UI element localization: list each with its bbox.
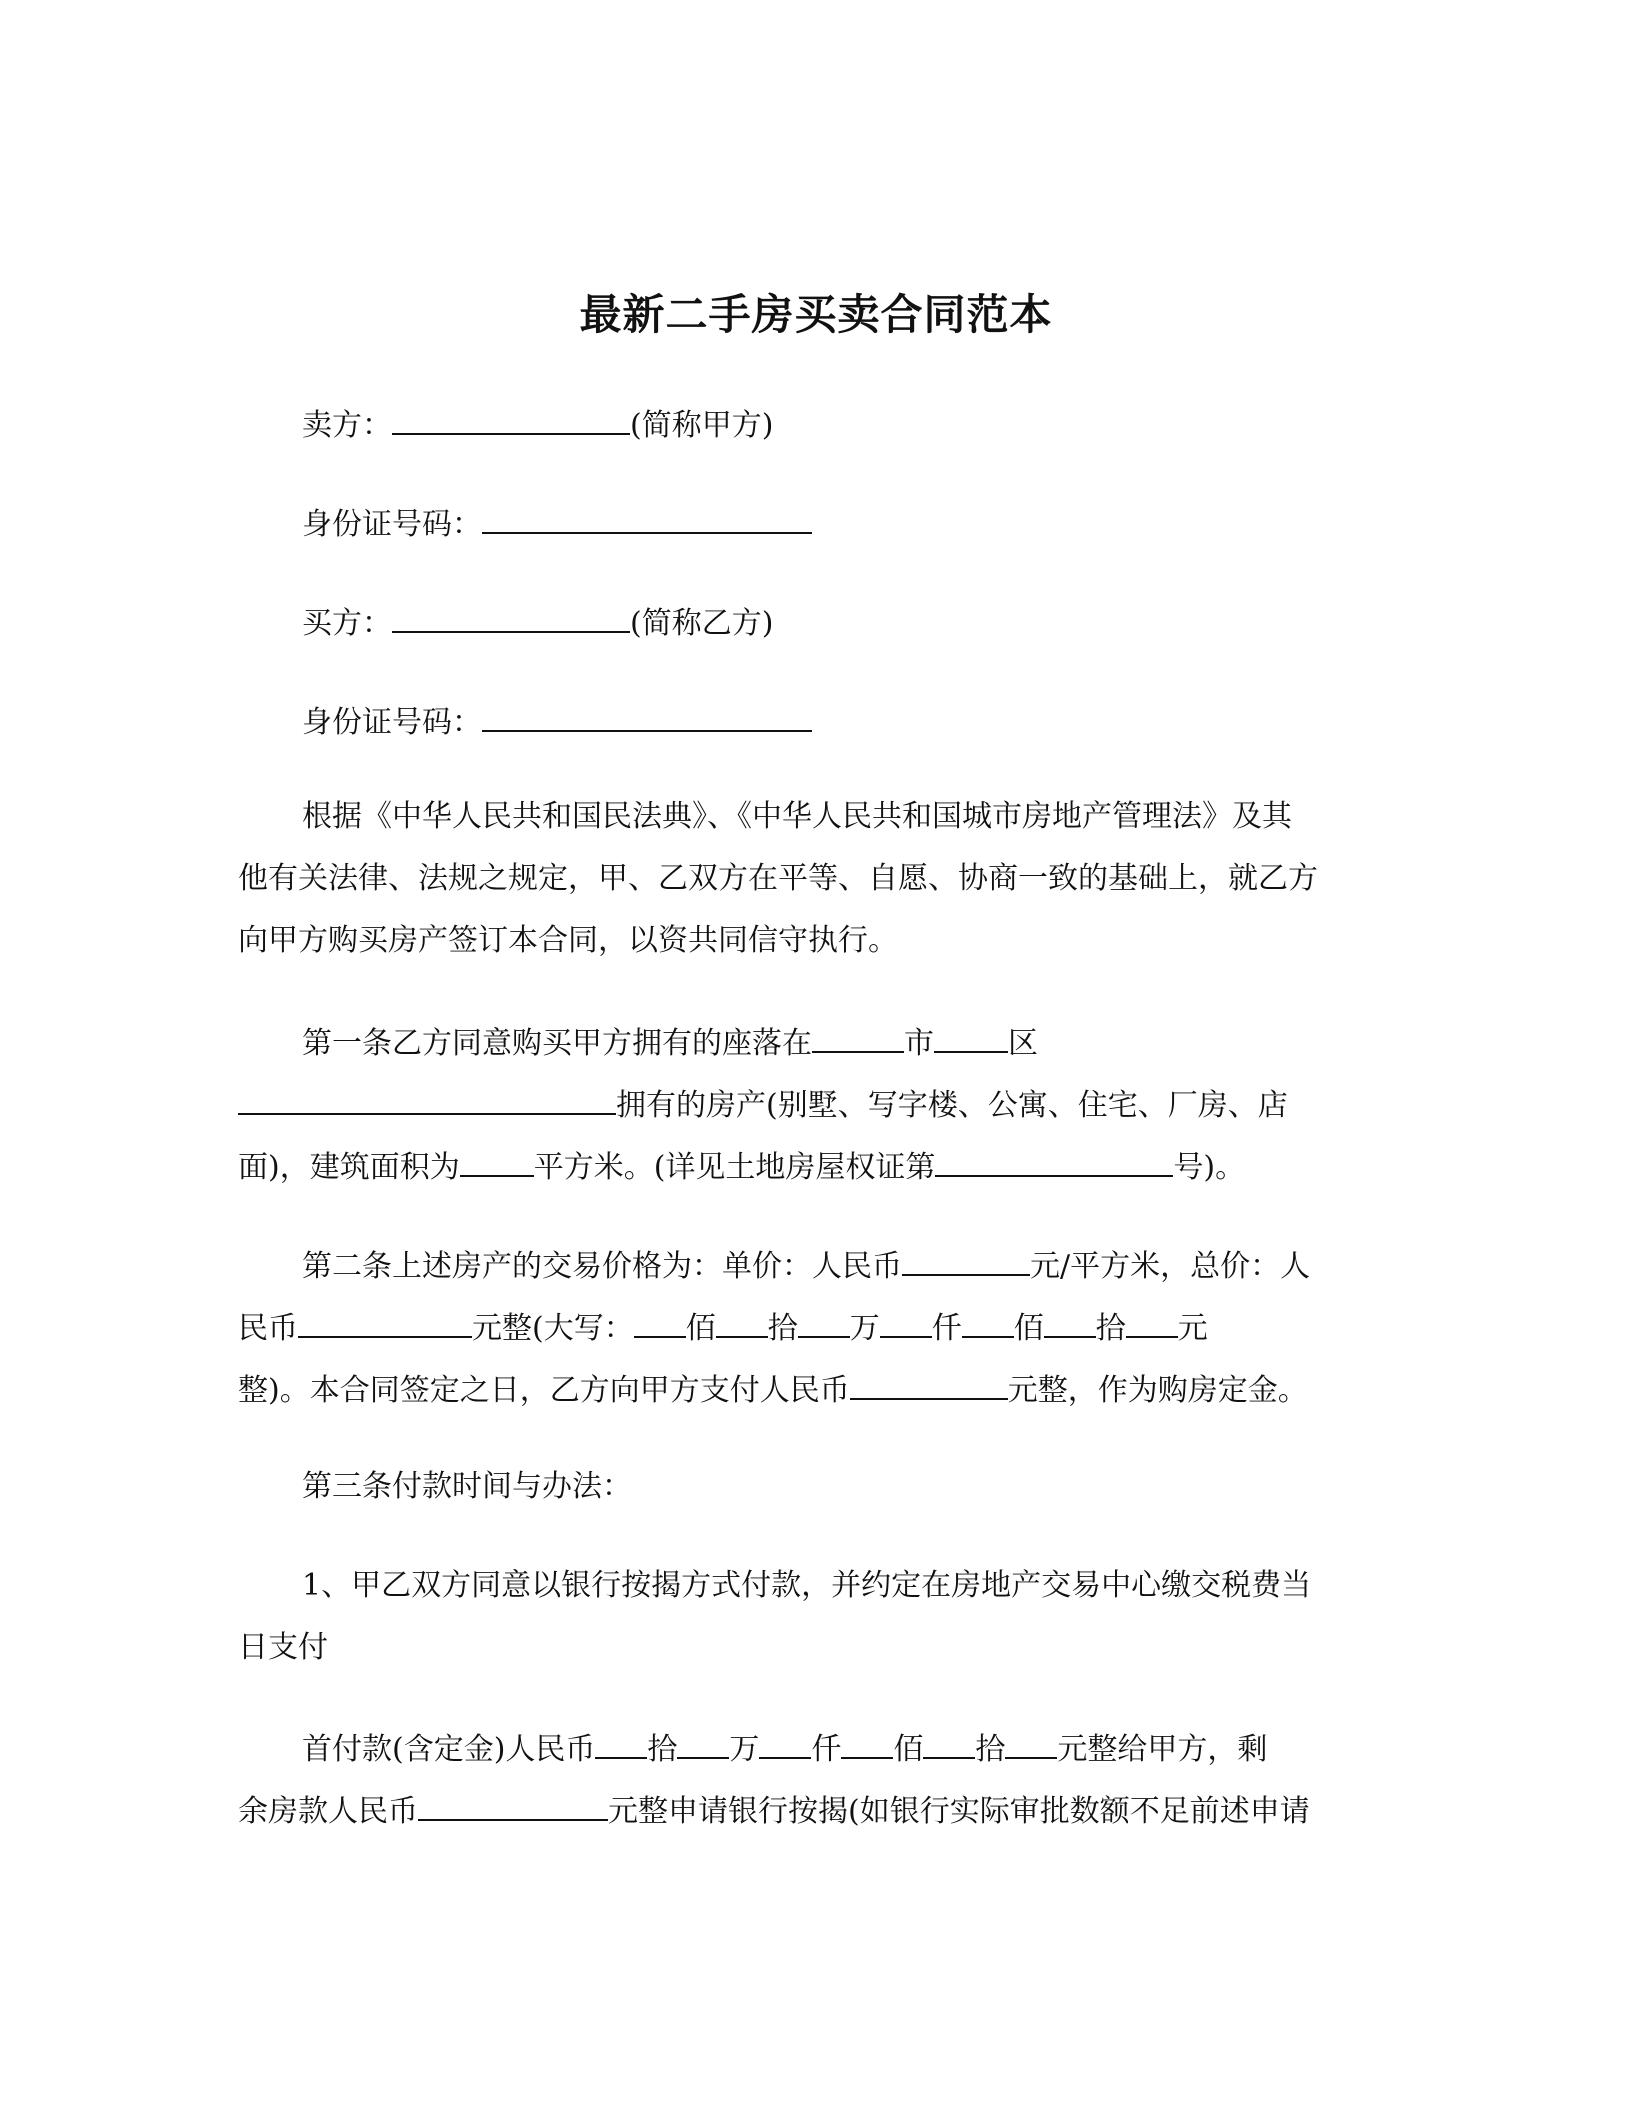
seller-id-label: 身份证号码： [302, 507, 482, 542]
district-blank[interactable] [934, 1021, 1008, 1053]
seller-id-line [302, 502, 812, 545]
unit-price-blank[interactable] [902, 1244, 1030, 1276]
amount-blank[interactable] [798, 1306, 850, 1338]
down-amount-blank[interactable] [1005, 1727, 1057, 1759]
buyer-id-label: 身份证号码： [302, 705, 482, 740]
down-amount-unit: 万 [729, 1732, 760, 1767]
down-amount-blank[interactable] [677, 1727, 729, 1759]
seller-name-blank[interactable] [392, 403, 630, 435]
down-payment-text-1: 首付款(含定金)人民币 [302, 1732, 596, 1767]
article2-text-2: 元/平方米，总价：人 [1030, 1249, 1311, 1284]
article3-heading: 第三条付款时间与办法： [302, 1469, 632, 1504]
preamble-line-1: 根据《中华人民共和国民法典》、《中华人民共和国城市房地产管理法》及其 [302, 799, 1292, 834]
buyer-id-line [302, 700, 812, 743]
down-amount-blank[interactable] [759, 1727, 811, 1759]
down-amount-unit: 仟 [811, 1732, 842, 1767]
down-amount-blank[interactable] [841, 1727, 893, 1759]
article2-line-2 [238, 1306, 1208, 1349]
amount-blank[interactable] [880, 1306, 932, 1338]
amount-blank[interactable] [1044, 1306, 1096, 1338]
article1-text-5: 号)。 [1173, 1150, 1246, 1185]
amount-unit: 佰 [1013, 1311, 1044, 1346]
down-amount-blank[interactable] [595, 1727, 647, 1759]
buyer-line [302, 601, 773, 644]
article1-text-4: 平方米。(详见土地房屋权证第 [533, 1150, 936, 1185]
document-title: 最新二手房买卖合同范本 [579, 290, 1053, 339]
address-blank[interactable] [238, 1083, 616, 1115]
remaining-amount-blank[interactable] [418, 1789, 608, 1821]
buyer-suffix: (简称乙方) [630, 606, 774, 641]
down-payment-text-2: 元整给甲方，剩 [1057, 1732, 1268, 1767]
amount-unit: 元 [1177, 1311, 1208, 1346]
seller-label: 卖方： [302, 408, 392, 443]
article2-text-3: 民币 [238, 1311, 298, 1346]
amount-blank[interactable] [716, 1306, 768, 1338]
article1-text-2: 拥有的房产(别墅、写字楼、公寓、住宅、厂房、店 [616, 1088, 1288, 1123]
article1-line-2 [238, 1083, 1288, 1126]
down-amount-unit: 拾 [975, 1732, 1006, 1767]
seller-id-blank[interactable] [482, 502, 812, 534]
article2-text-4: 元整(大写： [472, 1311, 634, 1346]
amount-unit: 拾 [1095, 1311, 1126, 1346]
article1-text-district: 区 [1008, 1026, 1038, 1061]
down-amount-blank[interactable] [923, 1727, 975, 1759]
article1-text-city: 市 [904, 1026, 934, 1061]
article1-line-3 [238, 1145, 1245, 1188]
seller-line [302, 403, 773, 446]
article2-line-3 [238, 1368, 1308, 1411]
article2-text-1: 第二条上述房产的交易价格为：单价：人民币 [302, 1249, 902, 1284]
buyer-label: 买方： [302, 606, 392, 641]
article2-text-5: 整)。本合同签定之日，乙方向甲方支付人民币 [238, 1373, 850, 1408]
article3-item1-line-1: 1、甲乙双方同意以银行按揭方式付款，并约定在房地产交易中心缴交税费当 [302, 1568, 1312, 1603]
amount-unit: 万 [849, 1311, 880, 1346]
amount-unit: 仟 [931, 1311, 962, 1346]
remaining-payment-text-1: 余房款人民币 [238, 1794, 418, 1829]
total-price-blank[interactable] [298, 1306, 472, 1338]
amount-unit: 佰 [685, 1311, 716, 1346]
article3-item1-line-2: 日支付 [238, 1630, 328, 1665]
buyer-name-blank[interactable] [392, 601, 630, 633]
article2-text-6: 元整，作为购房定金。 [1007, 1373, 1308, 1408]
preamble-line-3: 向甲方购买房产签订本合同，以资共同信守执行。 [238, 923, 898, 958]
article1-text-3: 面)，建筑面积为 [238, 1150, 460, 1185]
article2-line-1 [302, 1244, 1310, 1287]
certificate-number-blank[interactable] [935, 1145, 1173, 1177]
seller-suffix: (简称甲方) [630, 408, 774, 443]
area-blank[interactable] [460, 1145, 534, 1177]
down-amount-unit: 佰 [893, 1732, 924, 1767]
preamble-line-2: 他有关法律、法规之规定，甲、乙双方在平等、自愿、协商一致的基础上，就乙方 [238, 861, 1318, 896]
remaining-payment-line [238, 1789, 1310, 1832]
deposit-blank[interactable] [850, 1368, 1008, 1400]
remaining-payment-text-2: 元整申请银行按揭(如银行实际审批数额不足前述申请 [608, 1794, 1310, 1829]
article1-text-1: 第一条乙方同意购买甲方拥有的座落在 [302, 1026, 812, 1061]
down-amount-unit: 拾 [647, 1732, 678, 1767]
down-payment-line [302, 1727, 1267, 1770]
amount-blank[interactable] [634, 1306, 686, 1338]
amount-unit: 拾 [767, 1311, 798, 1346]
city-blank[interactable] [812, 1021, 904, 1053]
buyer-id-blank[interactable] [482, 700, 812, 732]
amount-blank[interactable] [962, 1306, 1014, 1338]
amount-blank[interactable] [1126, 1306, 1178, 1338]
article1-line-1 [302, 1021, 1038, 1064]
